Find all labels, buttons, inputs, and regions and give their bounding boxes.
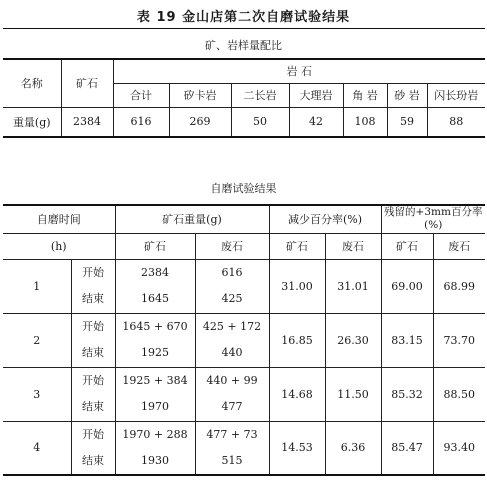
retained-ore-cell: 83.15 [381, 313, 433, 367]
ore-start: 1925 + 384 [122, 374, 188, 387]
waste-end: 515 [221, 453, 243, 467]
cell-monzonite: 50 [231, 107, 289, 137]
retained-ore-cell: 69.00 [381, 259, 433, 313]
start-label: 开始 [82, 320, 104, 333]
row-label-weight: 重量(g) [3, 107, 61, 137]
cell-ore-weight: 2384 [61, 107, 113, 137]
start-end-cell [71, 259, 115, 313]
ore-start: 2384 [141, 266, 169, 279]
header-weight: 矿石重量(g) [115, 205, 269, 233]
waste-start: 425 + 172 [202, 320, 262, 333]
waste-weight-cell [195, 313, 269, 367]
retained-waste-cell: 93.40 [433, 421, 485, 475]
ore-end: 1645 [141, 292, 169, 305]
reduction-ore-cell: 16.85 [269, 313, 325, 367]
cell-skarn: 269 [169, 107, 231, 137]
ore-end: 1925 [141, 346, 169, 359]
ratio-table [3, 58, 485, 138]
cell-rock-total: 616 [113, 107, 169, 137]
reduction-waste-cell: 31.01 [325, 259, 381, 313]
waste-weight-cell [195, 367, 269, 421]
waste-end: 477 [221, 400, 243, 413]
ore-weight-cell [115, 367, 195, 421]
waste-weight-cell [195, 259, 269, 313]
header-retained-ore: 矿石 [381, 233, 433, 259]
header-weight-waste: 废石 [195, 233, 269, 259]
retained-waste-cell: 73.70 [433, 313, 485, 367]
header-weight-ore: 矿石 [115, 233, 195, 259]
start-end-cell [71, 367, 115, 421]
table-row [3, 421, 485, 475]
header-time-unit: (h) [3, 233, 115, 259]
start-end-cell [71, 421, 115, 475]
end-label: 结束 [82, 292, 104, 305]
header-rock: 岩 石 [113, 59, 485, 83]
time-cell: 2 [3, 313, 71, 367]
cell-marble: 42 [289, 107, 343, 137]
time-cell: 1 [3, 259, 71, 313]
reduction-waste-cell: 11.50 [325, 367, 381, 421]
header-reduction-ore: 矿石 [269, 233, 325, 259]
table-row [3, 313, 485, 367]
start-label: 开始 [82, 266, 104, 279]
table-row [3, 259, 485, 313]
retained-waste-cell: 68.99 [433, 259, 485, 313]
header-diorite-porphyrite: 闪长玢岩 [427, 83, 485, 107]
header-name: 名称 [3, 59, 61, 107]
reduction-ore-cell: 31.00 [269, 259, 325, 313]
waste-start: 440 + 99 [206, 374, 258, 387]
waste-start: 616 [221, 266, 243, 279]
ore-end: 1930 [141, 453, 169, 467]
cell-sandstone: 59 [387, 107, 427, 137]
table-title: 表 19 金山店第二次自磨试验结果 [136, 10, 351, 25]
header-ore: 矿石 [61, 59, 113, 107]
start-label: 开始 [82, 374, 104, 387]
table-row [3, 367, 485, 421]
start-label: 开始 [82, 427, 104, 441]
header-reduction: 减少百分率(%) [269, 205, 381, 233]
ore-end: 1970 [141, 400, 169, 413]
retained-ore-cell: 85.47 [381, 421, 433, 475]
end-label: 结束 [82, 400, 104, 413]
waste-weight-cell [195, 421, 269, 475]
time-cell: 3 [3, 367, 71, 421]
ore-weight-cell [115, 421, 195, 475]
header-rock-total: 合计 [113, 83, 169, 107]
header-retained: 残留的+3mm百分率(%) [381, 205, 485, 233]
header-time: 自磨时间 [3, 205, 115, 233]
ore-start: 1645 + 670 [122, 320, 188, 333]
header-monzonite: 二长岩 [231, 83, 289, 107]
waste-end: 440 [221, 346, 243, 359]
ore-weight-cell [115, 259, 195, 313]
reduction-ore-cell: 14.53 [269, 421, 325, 475]
retained-ore-cell: 85.32 [381, 367, 433, 421]
ore-start: 1970 + 288 [122, 427, 188, 441]
waste-end: 425 [221, 292, 243, 305]
waste-start: 477 + 73 [206, 427, 258, 441]
time-cell: 4 [3, 421, 71, 475]
reduction-ore-cell: 14.68 [269, 367, 325, 421]
header-sandstone: 砂 岩 [387, 83, 427, 107]
section1-caption: 矿、岩样量配比 [205, 39, 282, 52]
reduction-waste-cell: 6.36 [325, 421, 381, 475]
header-retained-waste: 废石 [433, 233, 485, 259]
retained-waste-cell: 88.50 [433, 367, 485, 421]
top-rule [3, 28, 485, 29]
end-label: 结束 [82, 453, 104, 467]
header-hornfels: 角 岩 [343, 83, 387, 107]
start-end-cell [71, 313, 115, 367]
section2-caption: 自磨试验结果 [210, 182, 277, 195]
cell-diorite-porphyrite: 88 [427, 107, 485, 137]
header-skarn: 矽卡岩 [169, 83, 231, 107]
end-label: 结束 [82, 346, 104, 359]
reduction-waste-cell: 26.30 [325, 313, 381, 367]
grinding-results-table [3, 204, 485, 476]
header-reduction-waste: 废石 [325, 233, 381, 259]
header-marble: 大理岩 [289, 83, 343, 107]
ore-weight-cell [115, 313, 195, 367]
cell-hornfels: 108 [343, 107, 387, 137]
